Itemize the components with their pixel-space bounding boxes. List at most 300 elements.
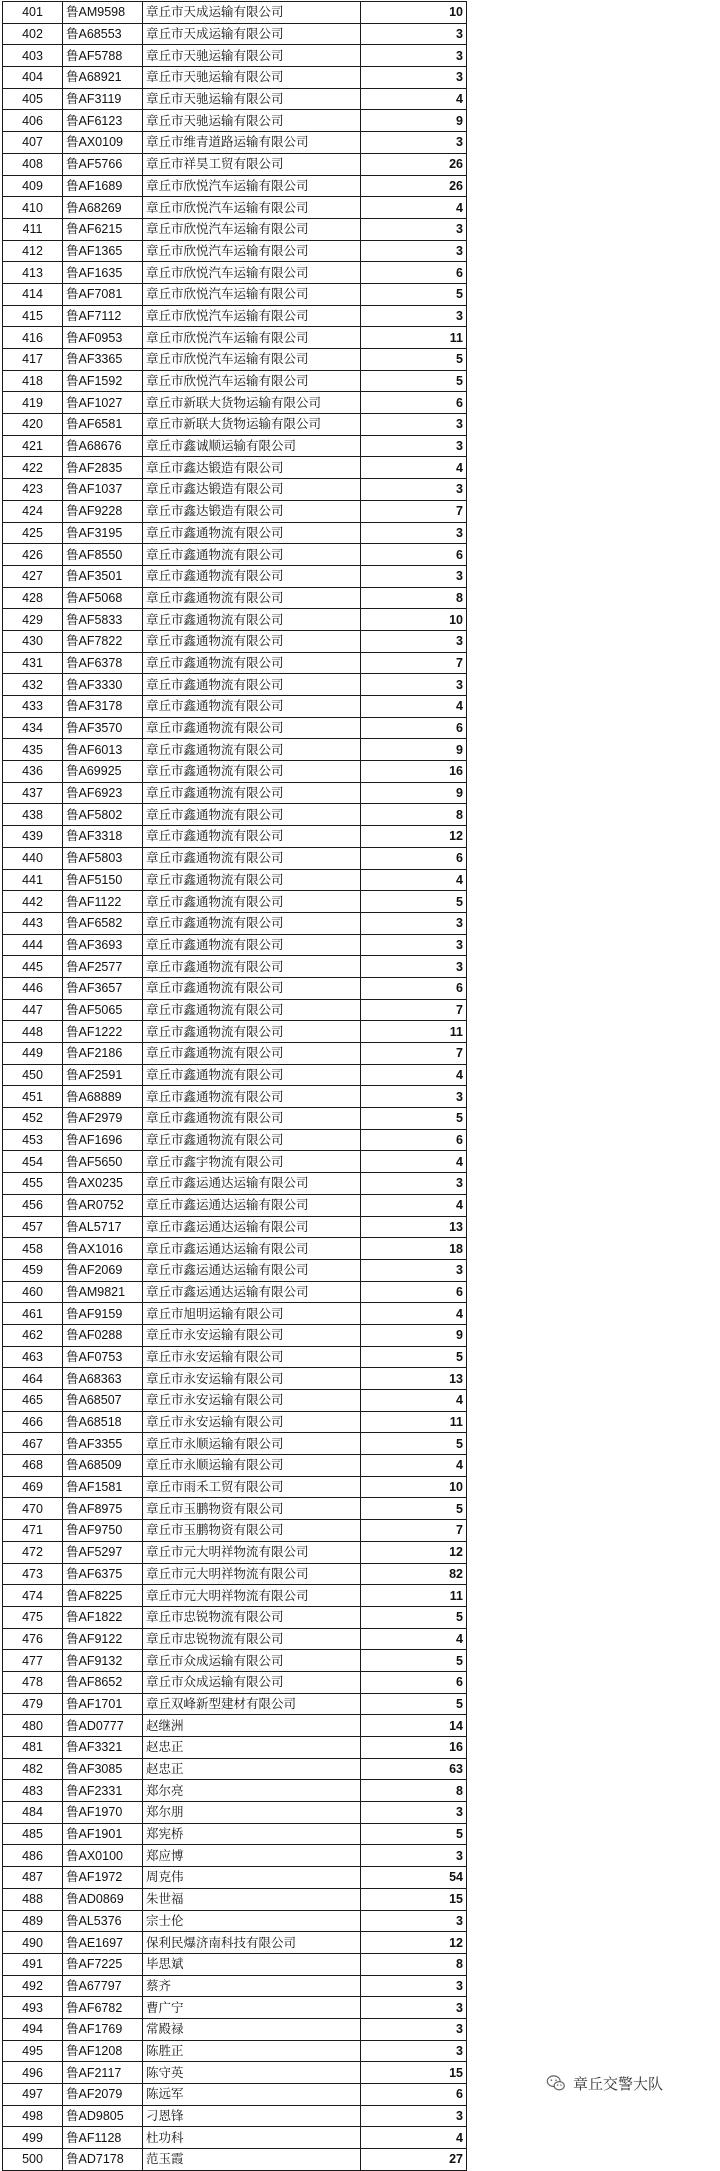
violation-count: 3 (361, 2040, 467, 2062)
row-number: 441 (3, 869, 63, 891)
plate-number: 鲁AL5376 (63, 1910, 143, 1932)
owner-name: 章丘市新联大货物运输有限公司 (143, 414, 361, 436)
table-row (3, 826, 467, 848)
row-number: 446 (3, 977, 63, 999)
violation-count: 3 (361, 1086, 467, 1108)
table-row (3, 1238, 467, 1260)
table-row (3, 1758, 467, 1780)
table-row (3, 88, 467, 110)
row-number: 469 (3, 1476, 63, 1498)
table-row (3, 609, 467, 631)
owner-name: 章丘市鑫运通达运输有限公司 (143, 1281, 361, 1303)
table-row (3, 891, 467, 913)
violation-count: 3 (361, 674, 467, 696)
table-row (3, 717, 467, 739)
table-row (3, 782, 467, 804)
plate-number: 鲁AF1970 (63, 1802, 143, 1824)
violation-count: 4 (361, 1628, 467, 1650)
owner-name: 章丘市众成运输有限公司 (143, 1650, 361, 1672)
table-row (3, 2105, 467, 2127)
plate-number: 鲁A68507 (63, 1390, 143, 1412)
table-row (3, 175, 467, 197)
violation-count: 16 (361, 1737, 467, 1759)
table-row (3, 804, 467, 826)
row-number: 459 (3, 1259, 63, 1281)
owner-name: 郑尔朋 (143, 1802, 361, 1824)
plate-number: 鲁AF1901 (63, 1823, 143, 1845)
row-number: 408 (3, 153, 63, 175)
owner-name: 章丘市永安运输有限公司 (143, 1368, 361, 1390)
violation-count: 5 (361, 1650, 467, 1672)
violation-count: 7 (361, 500, 467, 522)
plate-number: 鲁AF2117 (63, 2062, 143, 2084)
row-number: 419 (3, 392, 63, 414)
row-number: 470 (3, 1498, 63, 1520)
table-row (3, 2149, 467, 2171)
row-number: 434 (3, 717, 63, 739)
plate-number: 鲁AF6215 (63, 218, 143, 240)
row-number: 410 (3, 197, 63, 219)
row-number: 456 (3, 1194, 63, 1216)
row-number: 468 (3, 1455, 63, 1477)
violation-count: 9 (361, 782, 467, 804)
violation-count: 5 (361, 1693, 467, 1715)
plate-number: 鲁AF0288 (63, 1324, 143, 1346)
row-number: 482 (3, 1758, 63, 1780)
plate-number: 鲁AF1635 (63, 262, 143, 284)
plate-number: 鲁AF9122 (63, 1628, 143, 1650)
plate-number: 鲁AF8225 (63, 1585, 143, 1607)
plate-number: 鲁AF6581 (63, 414, 143, 436)
plate-number: 鲁AF0753 (63, 1346, 143, 1368)
row-number: 489 (3, 1910, 63, 1932)
owner-name: 章丘市鑫通物流有限公司 (143, 956, 361, 978)
row-number: 474 (3, 1585, 63, 1607)
plate-number: 鲁AF2577 (63, 956, 143, 978)
plate-number: 鲁AF0953 (63, 327, 143, 349)
row-number: 415 (3, 305, 63, 327)
row-number: 406 (3, 110, 63, 132)
owner-name: 郑应博 (143, 1845, 361, 1867)
row-number: 435 (3, 739, 63, 761)
owner-name: 章丘市玉鹏物资有限公司 (143, 1520, 361, 1542)
row-number: 431 (3, 652, 63, 674)
plate-number: 鲁A68889 (63, 1086, 143, 1108)
row-number: 423 (3, 479, 63, 501)
row-number: 440 (3, 847, 63, 869)
plate-number: 鲁AF2186 (63, 1043, 143, 1065)
table-row (3, 565, 467, 587)
owner-name: 章丘市元大明祥物流有限公司 (143, 1585, 361, 1607)
table-row (3, 1715, 467, 1737)
owner-name: 章丘市元大明祥物流有限公司 (143, 1541, 361, 1563)
owner-name: 章丘市鑫通物流有限公司 (143, 565, 361, 587)
row-number: 483 (3, 1780, 63, 1802)
row-number: 438 (3, 804, 63, 826)
owner-name: 章丘市鑫诚顺运输有限公司 (143, 435, 361, 457)
plate-number: 鲁AD7178 (63, 2149, 143, 2171)
table-row (3, 1997, 467, 2019)
plate-number: 鲁AF6378 (63, 652, 143, 674)
violation-count: 6 (361, 847, 467, 869)
plate-number: 鲁AF5788 (63, 45, 143, 67)
table-row (3, 392, 467, 414)
row-number: 495 (3, 2040, 63, 2062)
table-row (3, 652, 467, 674)
plate-number: 鲁AF6923 (63, 782, 143, 804)
owner-name: 常殿禄 (143, 2018, 361, 2040)
violation-count: 4 (361, 1064, 467, 1086)
violation-count: 3 (361, 934, 467, 956)
row-number: 427 (3, 565, 63, 587)
violation-count: 11 (361, 1411, 467, 1433)
table-row (3, 1563, 467, 1585)
row-number: 496 (3, 2062, 63, 2084)
row-number: 430 (3, 630, 63, 652)
table-row (3, 1975, 467, 1997)
violation-count: 6 (361, 1129, 467, 1151)
row-number: 467 (3, 1433, 63, 1455)
plate-number: 鲁AF2331 (63, 1780, 143, 1802)
table-row (3, 349, 467, 371)
owner-name: 章丘市欣悦汽车运输有限公司 (143, 175, 361, 197)
watermark (545, 2072, 663, 2094)
plate-number: 鲁AF3195 (63, 522, 143, 544)
row-number: 487 (3, 1867, 63, 1889)
violation-count: 5 (361, 1433, 467, 1455)
table-row (3, 674, 467, 696)
owner-name: 章丘市永安运输有限公司 (143, 1324, 361, 1346)
owner-name: 保利民爆济南科技有限公司 (143, 1932, 361, 1954)
owner-name: 章丘市鑫通物流有限公司 (143, 1043, 361, 1065)
plate-number: 鲁AM9821 (63, 1281, 143, 1303)
violation-count: 3 (361, 435, 467, 457)
row-number: 462 (3, 1324, 63, 1346)
violation-count: 10 (361, 609, 467, 631)
owner-name: 陈守英 (143, 2062, 361, 2084)
violation-count: 5 (361, 1108, 467, 1130)
violation-count: 4 (361, 696, 467, 718)
row-number: 488 (3, 1888, 63, 1910)
violation-count: 5 (361, 1823, 467, 1845)
owner-name: 章丘市永顺运输有限公司 (143, 1433, 361, 1455)
plate-number: 鲁A68676 (63, 435, 143, 457)
row-number: 448 (3, 1021, 63, 1043)
owner-name: 章丘市鑫达锻造有限公司 (143, 457, 361, 479)
violation-count: 6 (361, 2084, 467, 2106)
violation-count: 4 (361, 1151, 467, 1173)
violation-count: 3 (361, 1997, 467, 2019)
table-row (3, 2127, 467, 2149)
violation-count: 14 (361, 1715, 467, 1737)
plate-number: 鲁AF1972 (63, 1867, 143, 1889)
violation-count: 13 (361, 1368, 467, 1390)
owner-name: 朱世福 (143, 1888, 361, 1910)
violation-count: 4 (361, 869, 467, 891)
row-number: 490 (3, 1932, 63, 1954)
violation-count: 10 (361, 1476, 467, 1498)
row-number: 447 (3, 999, 63, 1021)
violation-count: 6 (361, 1281, 467, 1303)
violation-count: 3 (361, 565, 467, 587)
violation-count: 11 (361, 1021, 467, 1043)
table-row (3, 197, 467, 219)
owner-name: 章丘市旭明运输有限公司 (143, 1303, 361, 1325)
row-number: 432 (3, 674, 63, 696)
table-row (3, 2018, 467, 2040)
plate-number: 鲁AF5297 (63, 1541, 143, 1563)
owner-name: 章丘市雨禾工贸有限公司 (143, 1476, 361, 1498)
table-row (3, 1802, 467, 1824)
violation-count: 8 (361, 587, 467, 609)
table-row (3, 869, 467, 891)
violation-count: 3 (361, 522, 467, 544)
plate-number: 鲁AM9598 (63, 2, 143, 24)
row-number: 453 (3, 1129, 63, 1151)
owner-name: 章丘市玉鹏物资有限公司 (143, 1498, 361, 1520)
plate-number: 鲁AD9805 (63, 2105, 143, 2127)
plate-number: 鲁AF1122 (63, 891, 143, 913)
violation-count: 15 (361, 2062, 467, 2084)
owner-name: 章丘市鑫通物流有限公司 (143, 587, 361, 609)
plate-number: 鲁AF5150 (63, 869, 143, 891)
table-body (3, 2, 467, 2171)
table-row (3, 1216, 467, 1238)
row-number: 475 (3, 1606, 63, 1628)
owner-name: 章丘双峰新型建材有限公司 (143, 1693, 361, 1715)
table-row (3, 1108, 467, 1130)
violation-count: 6 (361, 544, 467, 566)
violation-count: 3 (361, 630, 467, 652)
owner-name: 章丘市欣悦汽车运输有限公司 (143, 327, 361, 349)
table-row (3, 218, 467, 240)
row-number: 457 (3, 1216, 63, 1238)
row-number: 479 (3, 1693, 63, 1715)
table-row (3, 1064, 467, 1086)
table-row (3, 956, 467, 978)
row-number: 463 (3, 1346, 63, 1368)
plate-number: 鲁AF3321 (63, 1737, 143, 1759)
row-number: 436 (3, 761, 63, 783)
table-row (3, 1737, 467, 1759)
owner-name: 章丘市永安运输有限公司 (143, 1346, 361, 1368)
violation-count: 3 (361, 1802, 467, 1824)
owner-name: 章丘市天驰运输有限公司 (143, 110, 361, 132)
owner-name: 赵继洲 (143, 1715, 361, 1737)
table-row (3, 1541, 467, 1563)
owner-name: 章丘市鑫通物流有限公司 (143, 1021, 361, 1043)
violation-count: 4 (361, 2127, 467, 2149)
table-row (3, 1953, 467, 1975)
plate-number: 鲁AF1696 (63, 1129, 143, 1151)
owner-name: 章丘市欣悦汽车运输有限公司 (143, 349, 361, 371)
plate-number: 鲁AF1222 (63, 1021, 143, 1043)
owner-name: 章丘市鑫通物流有限公司 (143, 977, 361, 999)
owner-name: 章丘市鑫运通达运输有限公司 (143, 1194, 361, 1216)
table-row (3, 1823, 467, 1845)
violation-count: 12 (361, 826, 467, 848)
plate-number: 鲁AF1689 (63, 175, 143, 197)
owner-name: 章丘市鑫通物流有限公司 (143, 1064, 361, 1086)
plate-number: 鲁AD0869 (63, 1888, 143, 1910)
owner-name: 章丘市鑫通物流有限公司 (143, 999, 361, 1021)
plate-number: 鲁A68553 (63, 23, 143, 45)
table-row (3, 1194, 467, 1216)
owner-name: 章丘市鑫运通达运输有限公司 (143, 1173, 361, 1195)
row-number: 452 (3, 1108, 63, 1130)
plate-number: 鲁AF5833 (63, 609, 143, 631)
row-number: 412 (3, 240, 63, 262)
violation-count: 5 (361, 1346, 467, 1368)
owner-name: 章丘市欣悦汽车运输有限公司 (143, 305, 361, 327)
row-number: 492 (3, 1975, 63, 1997)
row-number: 413 (3, 262, 63, 284)
row-number: 421 (3, 435, 63, 457)
owner-name: 陈远军 (143, 2084, 361, 2106)
row-number: 481 (3, 1737, 63, 1759)
row-number: 480 (3, 1715, 63, 1737)
plate-number: 鲁AF7822 (63, 630, 143, 652)
owner-name: 章丘市鑫通物流有限公司 (143, 739, 361, 761)
row-number: 484 (3, 1802, 63, 1824)
violation-count: 5 (361, 1498, 467, 1520)
table-row (3, 1455, 467, 1477)
table-row (3, 1650, 467, 1672)
violation-count: 6 (361, 977, 467, 999)
plate-number: 鲁AF6782 (63, 1997, 143, 2019)
owner-name: 范玉霞 (143, 2149, 361, 2171)
owner-name: 章丘市鑫运通达运输有限公司 (143, 1259, 361, 1281)
plate-number: 鲁AF3119 (63, 88, 143, 110)
plate-number: 鲁AF5065 (63, 999, 143, 1021)
plate-number: 鲁AF1128 (63, 2127, 143, 2149)
row-number: 416 (3, 327, 63, 349)
plate-number: 鲁AF5803 (63, 847, 143, 869)
violation-table (2, 1, 467, 2171)
violation-count: 5 (361, 283, 467, 305)
table-row (3, 1867, 467, 1889)
plate-number: 鲁AF8975 (63, 1498, 143, 1520)
table-row (3, 327, 467, 349)
owner-name: 章丘市鑫通物流有限公司 (143, 1129, 361, 1151)
owner-name: 章丘市新联大货物运输有限公司 (143, 392, 361, 414)
violation-count: 27 (361, 2149, 467, 2171)
owner-name: 章丘市永安运输有限公司 (143, 1411, 361, 1433)
table-row (3, 999, 467, 1021)
violation-count: 54 (361, 1867, 467, 1889)
owner-name: 宗士伦 (143, 1910, 361, 1932)
owner-name: 章丘市鑫通物流有限公司 (143, 847, 361, 869)
owner-name: 章丘市祥昊工贸有限公司 (143, 153, 361, 175)
table-row (3, 479, 467, 501)
row-number: 478 (3, 1671, 63, 1693)
owner-name: 章丘市鑫通物流有限公司 (143, 782, 361, 804)
row-number: 411 (3, 218, 63, 240)
table-row (3, 45, 467, 67)
table-row (3, 1693, 467, 1715)
table-row (3, 370, 467, 392)
table-row (3, 1520, 467, 1542)
wechat-icon (545, 2072, 567, 2094)
row-number: 449 (3, 1043, 63, 1065)
owner-name: 毕思斌 (143, 1953, 361, 1975)
row-number: 429 (3, 609, 63, 631)
plate-number: 鲁AF3365 (63, 349, 143, 371)
table-row (3, 2, 467, 24)
violation-count: 6 (361, 1671, 467, 1693)
table-row (3, 1606, 467, 1628)
owner-name: 章丘市鑫通物流有限公司 (143, 674, 361, 696)
owner-name: 曹广宁 (143, 1997, 361, 2019)
row-number: 491 (3, 1953, 63, 1975)
plate-number: 鲁AF3330 (63, 674, 143, 696)
violation-count: 3 (361, 1910, 467, 1932)
owner-name: 章丘市鑫通物流有限公司 (143, 609, 361, 631)
violation-count: 3 (361, 305, 467, 327)
table-row (3, 457, 467, 479)
plate-number: 鲁A67797 (63, 1975, 143, 1997)
table-row (3, 934, 467, 956)
row-number: 498 (3, 2105, 63, 2127)
violation-count: 3 (361, 218, 467, 240)
table-row (3, 1888, 467, 1910)
violation-count: 9 (361, 1324, 467, 1346)
row-number: 486 (3, 1845, 63, 1867)
violation-count: 3 (361, 67, 467, 89)
plate-number: 鲁AF7081 (63, 283, 143, 305)
owner-name: 郑宪桥 (143, 1823, 361, 1845)
table-row (3, 696, 467, 718)
row-number: 407 (3, 132, 63, 154)
plate-number: 鲁AF5766 (63, 153, 143, 175)
table-row (3, 67, 467, 89)
plate-number: 鲁A68518 (63, 1411, 143, 1433)
owner-name: 章丘市鑫通物流有限公司 (143, 1108, 361, 1130)
owner-name: 周克伟 (143, 1867, 361, 1889)
table-row (3, 1476, 467, 1498)
owner-name: 章丘市天驰运输有限公司 (143, 88, 361, 110)
table-row (3, 1932, 467, 1954)
owner-name: 章丘市众成运输有限公司 (143, 1671, 361, 1693)
plate-number: 鲁AF3657 (63, 977, 143, 999)
owner-name: 章丘市永安运输有限公司 (143, 1390, 361, 1412)
violation-count: 7 (361, 1043, 467, 1065)
plate-number: 鲁AF6375 (63, 1563, 143, 1585)
plate-number: 鲁AF3501 (63, 565, 143, 587)
owner-name: 章丘市鑫通物流有限公司 (143, 717, 361, 739)
table-row (3, 435, 467, 457)
violation-count: 26 (361, 175, 467, 197)
violation-count: 12 (361, 1932, 467, 1954)
violation-count: 4 (361, 1390, 467, 1412)
violation-count: 3 (361, 2018, 467, 2040)
owner-name: 章丘市欣悦汽车运输有限公司 (143, 197, 361, 219)
violation-count: 16 (361, 761, 467, 783)
violation-count: 9 (361, 739, 467, 761)
violation-count: 4 (361, 457, 467, 479)
plate-number: 鲁AF3570 (63, 717, 143, 739)
table-row (3, 2062, 467, 2084)
table-row (3, 1173, 467, 1195)
row-number: 425 (3, 522, 63, 544)
table-row (3, 1346, 467, 1368)
table-row (3, 739, 467, 761)
violation-count: 5 (361, 891, 467, 913)
table-row (3, 1628, 467, 1650)
plate-number: 鲁AF2835 (63, 457, 143, 479)
table-row (3, 153, 467, 175)
owner-name: 郑尔亮 (143, 1780, 361, 1802)
